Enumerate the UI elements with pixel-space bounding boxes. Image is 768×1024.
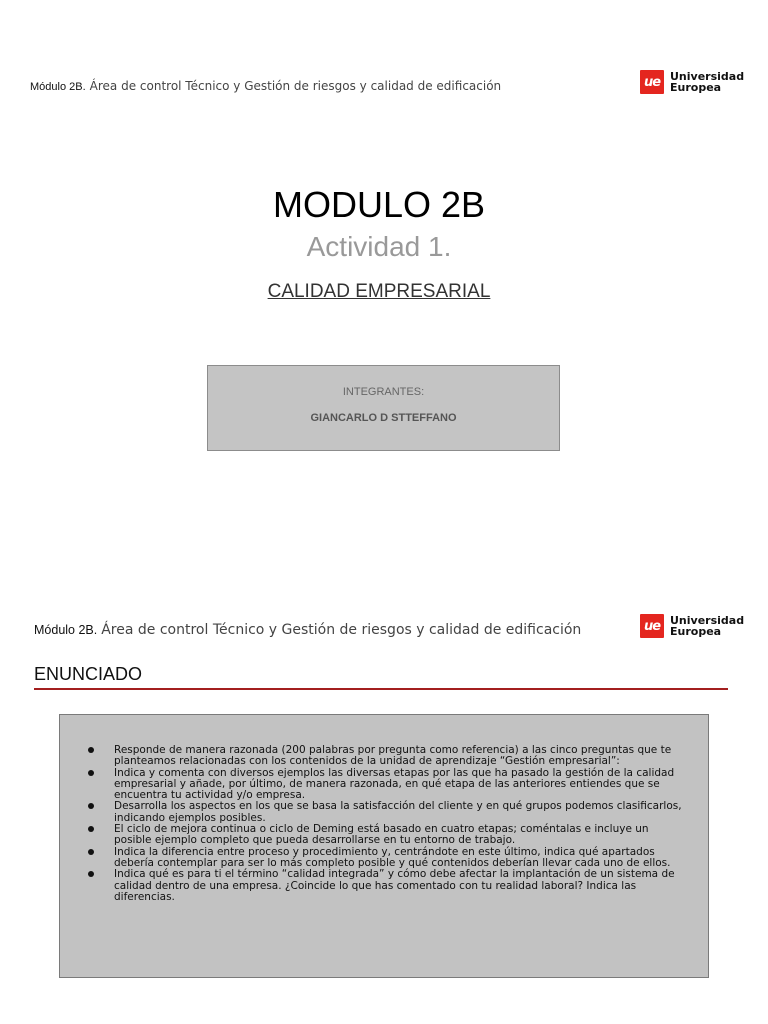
module-label: Módulo 2B. — [30, 81, 86, 93]
area-title: Área de control Técnico y Gestión de riesgos y calidad de edificación — [89, 79, 502, 93]
page-header — [34, 622, 581, 638]
list-item: El ciclo de mejora continua o ciclo de Deming está basado en cuatro etapas; coméntalas e incluye un posible ejemplo completo que pueda desarrollarse en tu entorno de trabajo. — [114, 824, 688, 847]
ue-logo-icon: ue — [640, 614, 664, 638]
bullet-icon — [88, 803, 94, 809]
bullet-icon — [88, 747, 94, 753]
list-item: Indica qué es para ti el término “calidad integrada” y cómo debe afectar la implantación de un sistema de calidad dentro de una empresa. ¿Coincide lo que has comentado con tu realidad laboral? Indica las diferencias. — [114, 869, 688, 903]
module-label: Módulo 2B. — [34, 623, 98, 637]
page-header — [30, 79, 501, 93]
list-item: Desarrolla los aspectos en los que se basa la satisfacción del cliente y en qué grupos podemos clasificarlos, indicando ejemplos posibles. — [114, 801, 688, 824]
topic-title: CALIDAD EMPRESARIAL — [267, 281, 491, 302]
section-heading: ENUNCIADO — [34, 664, 143, 684]
question-list — [60, 715, 708, 903]
area-title: Área de control Técnico y Gestión de riesgos y calidad de edificación — [101, 622, 582, 638]
university-logo — [640, 70, 744, 94]
heading-divider — [34, 688, 728, 690]
members-box — [207, 365, 560, 451]
bullet-icon — [88, 770, 94, 776]
logo-text: Universidad Europea — [670, 70, 745, 94]
bullet-icon — [88, 826, 94, 832]
list-item: Indica la diferencia entre proceso y procedimiento y, centrándote en este último, indica qué apartados debería contemplar para ser lo más completo posible y qué contenidos deberían llevar cada uno de ellos. — [114, 847, 688, 870]
logo-text: Universidad Europea — [670, 614, 745, 638]
university-logo — [640, 614, 744, 638]
ue-logo-icon: ue — [640, 70, 664, 94]
list-item: Indica y comenta con diversos ejemplos las diversas etapas por las que ha pasado la gestión de la calidad empresarial y añade, por último, de manera razonada, en qué etapa de las anteriores entiendes que se encuentra tu actividad y/o empresa. — [114, 768, 688, 802]
members-label: INTEGRANTES: — [342, 386, 425, 398]
document-title: MODULO 2B — [272, 184, 486, 225]
activity-subtitle: Actividad 1. — [306, 231, 452, 262]
list-item: Responde de manera razonada (200 palabras por pregunta como referencia) a las cinco preguntas que te planteamos relacionadas con los contenidos de la unidad de aprendizaje “Gestión empresarial”: — [114, 745, 688, 768]
bullet-icon — [88, 849, 94, 855]
member-name: GIANCARLO D STTEFFANO — [310, 412, 457, 424]
bullet-icon — [88, 871, 94, 877]
statement-box — [59, 714, 709, 978]
